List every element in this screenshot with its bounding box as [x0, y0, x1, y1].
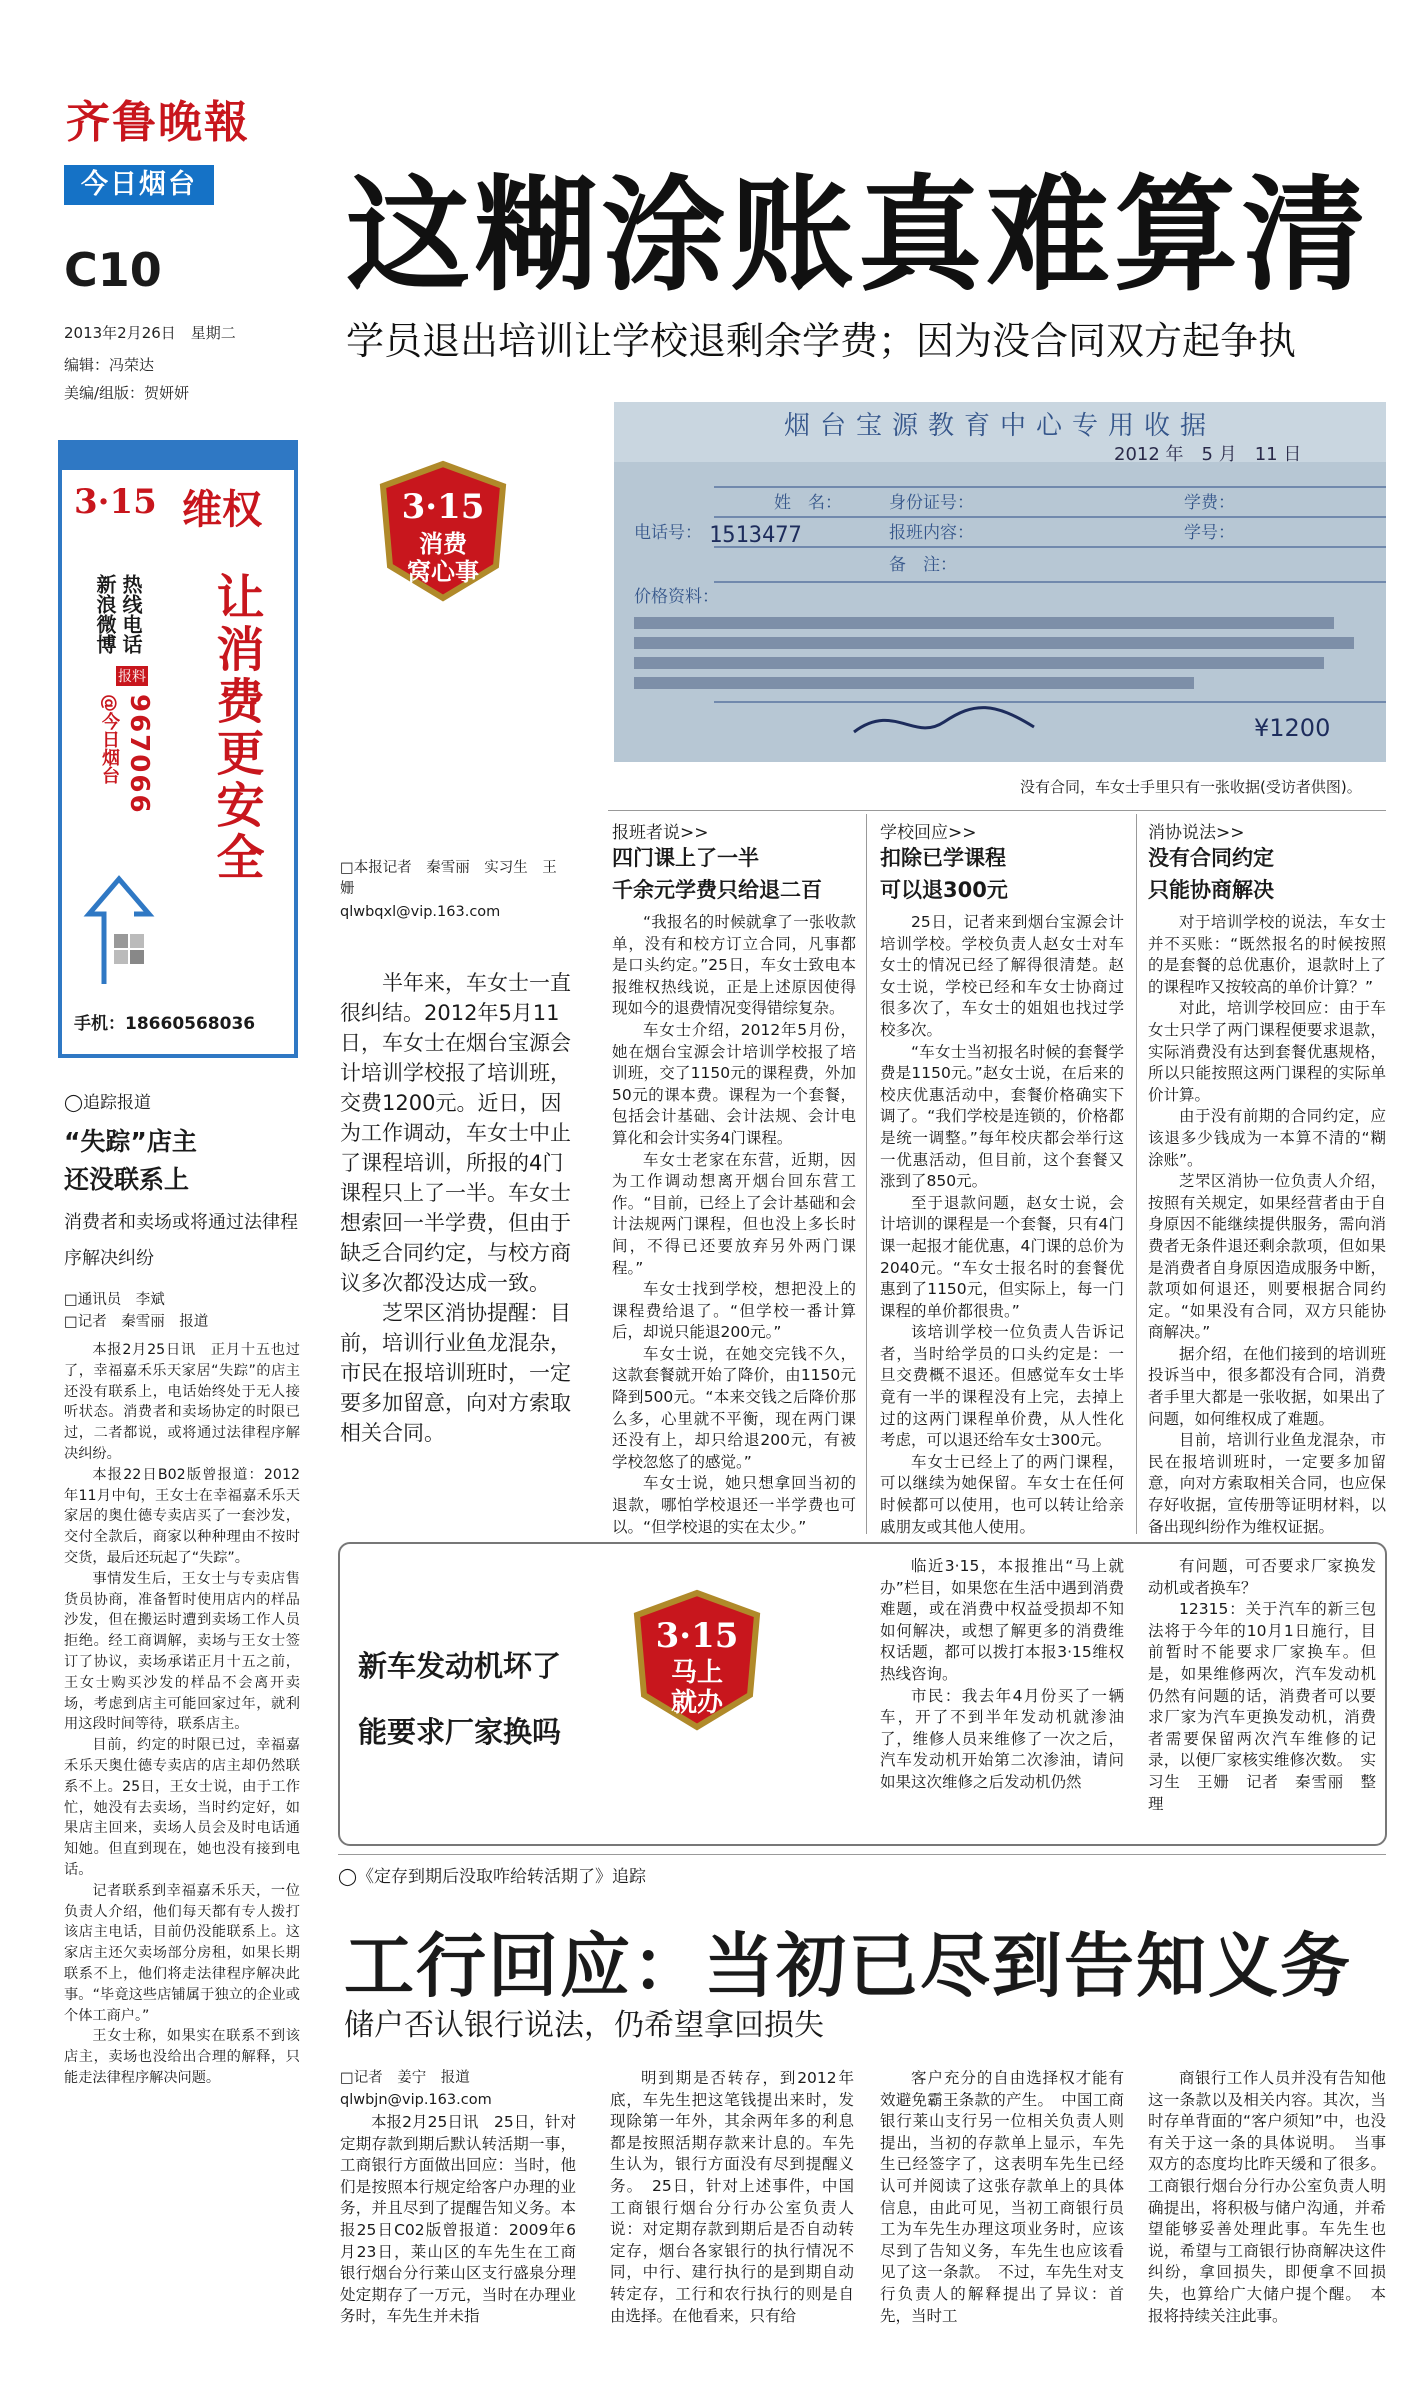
main-byline: □本报记者 秦雪丽 实习生 王姗 — [340, 860, 557, 897]
qa2-paragraph: 12315：关于汽车的新三包法将于今年的10月1日施行，目前暂时不能要求厂家换车。但是，如果维修两次，汽车发动机仍然有问题的话，消费者可以要求厂家为汽车更换发动机，消费者需要保留两次汽车维修的记录，以便厂家核实维修次数。 实习生 王姗 记者 秦雪丽 整理 — [1148, 1600, 1376, 1813]
left-story-paragraph: 目前，约定的时限已过，幸福嘉禾乐天奥仕德专卖店的店主却仍然联系不上。25日，王女士说，由于工作忙，她没有去卖场，当时约定好，如果店主回来，卖场人员会及时电话通知她。但直到现在，她也没有接到电话。 — [64, 1737, 300, 1878]
col1-paragraph: 车女士介绍，2012年5月份，她在烟台宝源会计培训学校报了培训班，交了1150元的课程费，外加50元的课本费。课程为一个套餐，包括会计基础、会计法规、会计电算化和会计实务4门课程。 — [612, 1020, 856, 1147]
col3-paragraph: 由于没有前期的合同约定，应该退多少钱成为一本算不清的“糊涂账”。 — [1148, 1107, 1386, 1169]
col3-body — [1148, 912, 1386, 1538]
ad-mobile: 手机：18660568036 — [74, 1014, 256, 1034]
col1-paragraph: “我报名的时候就拿了一张收款单，没有和校方订立合同，凡事都是口头约定。”25日，车女士致电本报维权热线说，正是上述原因使得现如今的退费情况变得错综复杂。 — [612, 913, 856, 1018]
receipt-photo — [614, 402, 1386, 762]
ad-hotline-number: 967066 — [124, 694, 154, 815]
badge1-line3: 窝心事 — [407, 558, 479, 586]
ad-at-label: @今日烟台 — [99, 694, 120, 784]
col3-paragraph: 目前，培训行业鱼龙混杂，市民在报培训班时，一定要多加留意，向对方索取相关合同，也应保存好收据，宣传册等证明材料，以备出现纠纷作为维权证据。 — [1148, 1431, 1386, 1536]
col2-title-2: 可以退300元 — [880, 878, 1008, 902]
left-story-paragraph: 王女士称，如果实在联系不到该店主，卖场也没给出合理的解释，只能走法律程序解决问题。 — [64, 2028, 300, 2086]
col3-title-2: 只能协商解决 — [1148, 878, 1274, 902]
rule-col2 — [1136, 814, 1137, 1534]
qa-body-1 — [880, 1556, 1124, 1794]
masthead-logo: 齐鲁晚報 — [66, 97, 250, 148]
qa1-paragraph: 临近3·15，本报推出“马上就办”栏目，如果您在生活中遇到消费难题，或在消费中权益受损却不知如何解决，或想了解更多的消费维权话题，都可以拨打本报3·15维权热线咨询。 — [880, 1557, 1124, 1683]
bank-subheadline: 储户否认银行说法，仍希望拿回损失 — [344, 2008, 824, 2043]
left-story-byline-2: □记者 秦雪丽 报道 — [64, 1314, 209, 1330]
col2-paragraph: 至于退款问题，赵女士说，会计培训的课程是一个套餐，只有4门课一起报才能优惠，4门课的总价为2040元。“车女士报名时的套餐优惠到了1150元，但实际上，每一门课程的单价都很贵。” — [880, 1193, 1124, 1320]
col3-paragraph: 据介绍，在他们接到的培训班投诉当中，很多都没有合同，消费者手里大都是一张收据，如果出了问题，如何维权成了难题。 — [1148, 1344, 1386, 1428]
date-line: 2013年2月26日 星期二 — [64, 324, 236, 342]
bank-kicker: ◯《定存到期后没取咋给转活期了》追踪 — [338, 1867, 647, 1887]
col1-paragraph: 车女士说，在她交完钱不久，这款套餐就开始了降价，由1150元降到500元。“本来交钱之后降价那么多，心里就不平衡，现在两门课还没有上，却只给退200元，有被学校忽悠了的感觉。” — [612, 1344, 856, 1471]
page-subheadline: 学员退出培训让学校退剩余学费；因为没合同双方起争执 — [346, 319, 1297, 363]
left-story-paragraph: 本报22日B02版曾报道：2012年11月中旬，王女士在幸福嘉禾乐天家居的奥仕德专卖店买了一套沙发，交付全款后，商家以种种理由不按时交货，最后还玩起了“失踪”。 — [64, 1466, 300, 1566]
left-story-title-2: 还没联系上 — [64, 1165, 190, 1194]
col3-head: 消协说法>> — [1148, 823, 1245, 843]
col2-title-1: 扣除已学课程 — [880, 846, 1006, 870]
receipt-field-info: 价格资料： — [634, 587, 719, 607]
badge-315-quick — [622, 1585, 772, 1735]
bank-col2-text: 明到期是否转存，到2012年底，车先生把这笔钱提出来时，发现除第一年外，其余两年多的利息都是按照活期存款来计息的。车先生认为，银行方面没有尽到提醒义务。 25日，针对上述事件，中国工商银行烟台分行办公室负责人说：对定期存款到期后是否自动转定存，烟台各家银行的执行情况不同，中行、建行执行的是到期自动转定存，工行和农行执行的则是自由选择。在他看来，只有给 — [610, 2069, 854, 2325]
receipt-total: ¥1200 — [1254, 714, 1331, 742]
bank-col4 — [1148, 2068, 1386, 2327]
ad-weibo-label: 新浪微博 — [93, 574, 117, 654]
main-lead-p1: 半年来，车女士一直很纠结。2012年5月11日，车女士在烟台宝源会计培训学校报了培训班，交费1200元。近日，因为工作调动，车女士中止了课程培训，所报的4门课程只上了一半。车女士想索回一半学费，但由于缺乏合同约定，与校方商议多次都没达成一致。 — [340, 971, 571, 1295]
designer-line: 美编/组版：贺妍妍 — [64, 384, 190, 402]
sidebar-ad — [58, 440, 298, 1058]
left-story-paragraph: 记者联系到幸福嘉禾乐天，一位负责人介绍，他们每天都有专人拨打该店主电话，目前仍没能联系上。这家店主还欠卖场部分房租，如果长期联系不上，他们将走法律程序解决此事。“毕竟这些店铺属于独立的企业或个体工商户。” — [64, 1882, 300, 2024]
bank-col4-text: 商银行工作人员并没有告知他这一条款以及相关内容。其次，当时存单背面的“客户须知”中，也没有关于这一条的具体说明。 当事双方的态度均比昨天缓和了很多。工商银行烟台分行办公室负责人明确提出，将积极与储户沟通，并希望能够妥善处理此事。车先生也说，希望与工商银行协商解决这件纠纷，拿回损失，即便拿不回损失，也算给广大储户提个醒。 本报将持续关注此事。 — [1148, 2069, 1386, 2325]
col2-head: 学校回应>> — [880, 823, 977, 843]
section-tag: 今日烟台 — [64, 165, 214, 205]
badge1-line2: 消费 — [419, 530, 467, 558]
col3-paragraph: 对于培训学校的说法，车女士并不买账：“既然报名的时候按照的是套餐的总优惠价，退款时上了的课程咋又按较高的单价计算？” — [1148, 913, 1386, 996]
rule-columns-top — [608, 810, 1386, 811]
main-lead — [340, 968, 576, 1448]
main-email: qlwbqxl@vip.163.com — [340, 904, 501, 920]
col1-paragraph: 车女士找到学校，想把没上的课程费给退了。“但学校一番计算后，却说只能退200元。” — [612, 1280, 856, 1342]
main-lead-p2: 芝罘区消协提醒：目前，培训行业鱼龙混杂，市民在报培训班时，一定要多加留意，向对方索取相关合同。 — [340, 1301, 571, 1445]
bank-col3 — [880, 2068, 1124, 2327]
page-headline: 这糊涂账真难算清 — [346, 164, 1371, 308]
col3-paragraph: 芝罘区消协一位负责人介绍，按照有关规定，如果经营者由于自身原因不能继续提供服务，需向消费者无条件退还剩余款项，但如果是消费者自身原因造成服务中断，款项如何退还，则要根据合同约定。“如果没有合同，双方只能协商解决。” — [1148, 1172, 1386, 1342]
bank-col1 — [340, 2112, 576, 2328]
bank-email: qlwbjn@vip.163.com — [340, 2092, 492, 2108]
ad-hotline-label: 热线电话 — [119, 574, 143, 654]
receipt-field-phone: 电话号： — [634, 523, 702, 543]
bank-col1-text: 本报2月25日讯 25日，针对定期存款到期后默认转活期一事，工商银行方面做出回应：当时，他们是按照本行规定给客户办理的业务，并且尽到了提醒告知义务。本报25日C02版曾报道：2009年6月23日，莱山区的车先生在工商银行烟台分行莱山区支行盛泉分理处定期存了一万元，当时在办理业务时，车先生并未指 — [340, 2113, 576, 2326]
col3-paragraph: 对此，培训学校回应：由于车女士只学了两门课程便要求退款，实际消费没有达到套餐优惠规格，所以只能按照这两门课程的实际单价计算。 — [1148, 999, 1386, 1104]
bank-col3-text: 客户充分的自由选择权才能有效避免霸王条款的产生。 中国工商银行莱山支行另一位相关负责人则提出，当初的存款单上显示，车先生已经签字了，这表明车先生已经认可并阅读了这张存款单上的具体信息，由此可见，当初工商银行员工为车先生办理这项业务时，应该尽到了告知义务，车先生也应该看见了这一条款。 不过，车先生对支行负责人的解释提出了异议：首先，当时工 — [880, 2069, 1124, 2325]
col1-title-1: 四门课上了一半 — [612, 846, 759, 870]
receipt-field-name: 姓 名： — [774, 493, 842, 513]
col1-paragraph: 车女士老家在东营，近期，因为工作调动想离开烟台回东营工作。“目前，已经上了会计基础和会计法规两门课程，但也没上多长时间，不得已还要放弃另外两门课程。” — [612, 1150, 856, 1277]
bank-col2 — [610, 2068, 854, 2327]
badge2-line3: 就办 — [670, 1688, 724, 1718]
receipt-date: 2012 年 5 月 11 日 — [1114, 444, 1302, 465]
qa-body-2 — [1148, 1556, 1376, 1815]
editor-line: 编辑：冯荣达 — [64, 356, 155, 374]
rule-bank-top — [338, 1854, 1386, 1855]
col1-head: 报班者说>> — [612, 823, 709, 843]
col1-title-2: 千余元学费只给退二百 — [612, 878, 822, 902]
receipt-image — [614, 402, 1386, 762]
badge2-315: 3·15 — [655, 1616, 739, 1656]
left-story-deck: 消费者和卖场或将通过法律程序解决纠纷 — [64, 1212, 298, 1269]
page-number: C10 — [64, 243, 162, 297]
receipt-field-fee: 学费： — [1184, 493, 1235, 513]
badge1-315: 3·15 — [401, 487, 485, 527]
bank-headline: 工行回应：当初已尽到告知义务 — [344, 1925, 1352, 2007]
col2-paragraph: “车女士当初报名时候的套餐学费是1150元。”赵女士说，在后来的校庆优惠活动中，套餐价格确实下调了。“我们学校是连锁的，价格都是统一调整。”每年校庆都会举行这一优惠活动，但目前，这个套餐又涨到了850元。 — [880, 1042, 1124, 1191]
left-story-paragraph: 本报2月25日讯 正月十五也过了，幸福嘉禾乐天家居“失踪”的店主还没有联系上，电话始终处于无人接听状态。消费者和卖场协定的时限已过，二者都说，或将通过法律程序解决纠纷。 — [64, 1342, 300, 1462]
receipt-title: 烟台宝源教育中心专用收据 — [783, 411, 1217, 441]
rule-col1 — [866, 814, 867, 1534]
bank-byline: □记者 姜宁 报道 — [340, 2070, 470, 2086]
left-story-title-1: “失踪”店主 — [64, 1127, 197, 1156]
col2-paragraph: 该培训学校一位负责人告诉记者，当时给学员的口头约定是：一旦交费概不退还。但感觉车女士毕竟有一半的课程没有上完，去掉上过的这两门课程单价费，从人性化考虑，可以退还给车女士300元。 — [880, 1323, 1124, 1450]
arrow-up-icon — [74, 874, 164, 994]
left-story-byline-1: □通讯员 李斌 — [64, 1292, 165, 1308]
receipt-field-note: 备 注： — [889, 555, 957, 575]
receipt-phone-value: 1513477 — [709, 523, 802, 548]
ad-315-label: 3·15 — [74, 482, 157, 522]
col2-paragraph: 25日，记者来到烟台宝源会计培训学校。学校负责人赵女士对车女士的情况已经了解得很清楚。赵女士说，学校已经和车女士协商过很多次了，车女士的姐姐也找过学校多次。 — [880, 913, 1124, 1039]
col3-title-1: 没有合同约定 — [1148, 846, 1274, 870]
badge-315-consumer — [368, 456, 518, 606]
qa2-paragraph: 有问题，可否要求厂家换发动机或者换车？ — [1148, 1557, 1376, 1597]
qa1-paragraph: 市民：我去年4月份买了一辆车，开了不到半年发动机就渗油了，维修人员来维修了一次之后，汽车发动机开始第二次渗油，请问如果这次维修之后发动机仍然 — [880, 1686, 1124, 1791]
ad-report-badge: 报料 — [116, 666, 148, 686]
left-story-kicker: ◯追踪报道 — [64, 1093, 152, 1113]
receipt-field-course: 报班内容： — [889, 523, 974, 543]
col1-body — [612, 912, 856, 1538]
left-story-body — [64, 1340, 300, 2089]
ad-top-bar — [58, 440, 298, 470]
photo-caption: 没有合同，车女士手里只有一张收据(受访者供图)。 — [1020, 778, 1362, 796]
ad-weiquan-label: 维权 — [182, 486, 262, 533]
col2-paragraph: 车女士已经上了的两门课程，可以继续为她保留。车女士在任何时候都可以使用，也可以转让给亲戚朋友或其他人使用。 — [880, 1452, 1124, 1536]
receipt-field-number: 学号： — [1184, 523, 1235, 543]
col1-paragraph: 车女士说，她只想拿回当初的退款，哪怕学校退还一半学费也可以。“但学校退的实在太少。” — [612, 1474, 856, 1536]
qa-question-2: 能要求厂家换吗 — [358, 1715, 562, 1749]
qa-question-1: 新车发动机坏了 — [358, 1649, 562, 1683]
left-story-paragraph: 事情发生后，王女士与专卖店售货员协商，准备暂时使用店内的样品沙发，但在搬运时遭到卖场工作人员拒绝。经工商调解，卖场与王女士签订了协议，卖场承诺正月十五之前，王女士购买沙发的样品不会离开卖场，考虑到店主可能回家过年，就利用这段时间等待，联系店主。 — [64, 1570, 300, 1733]
col2-body — [880, 912, 1124, 1538]
badge2-line2: 马上 — [670, 1658, 724, 1688]
receipt-field-id: 身份证号： — [889, 493, 974, 513]
ad-slogan: 让消费更安全 — [208, 572, 264, 884]
